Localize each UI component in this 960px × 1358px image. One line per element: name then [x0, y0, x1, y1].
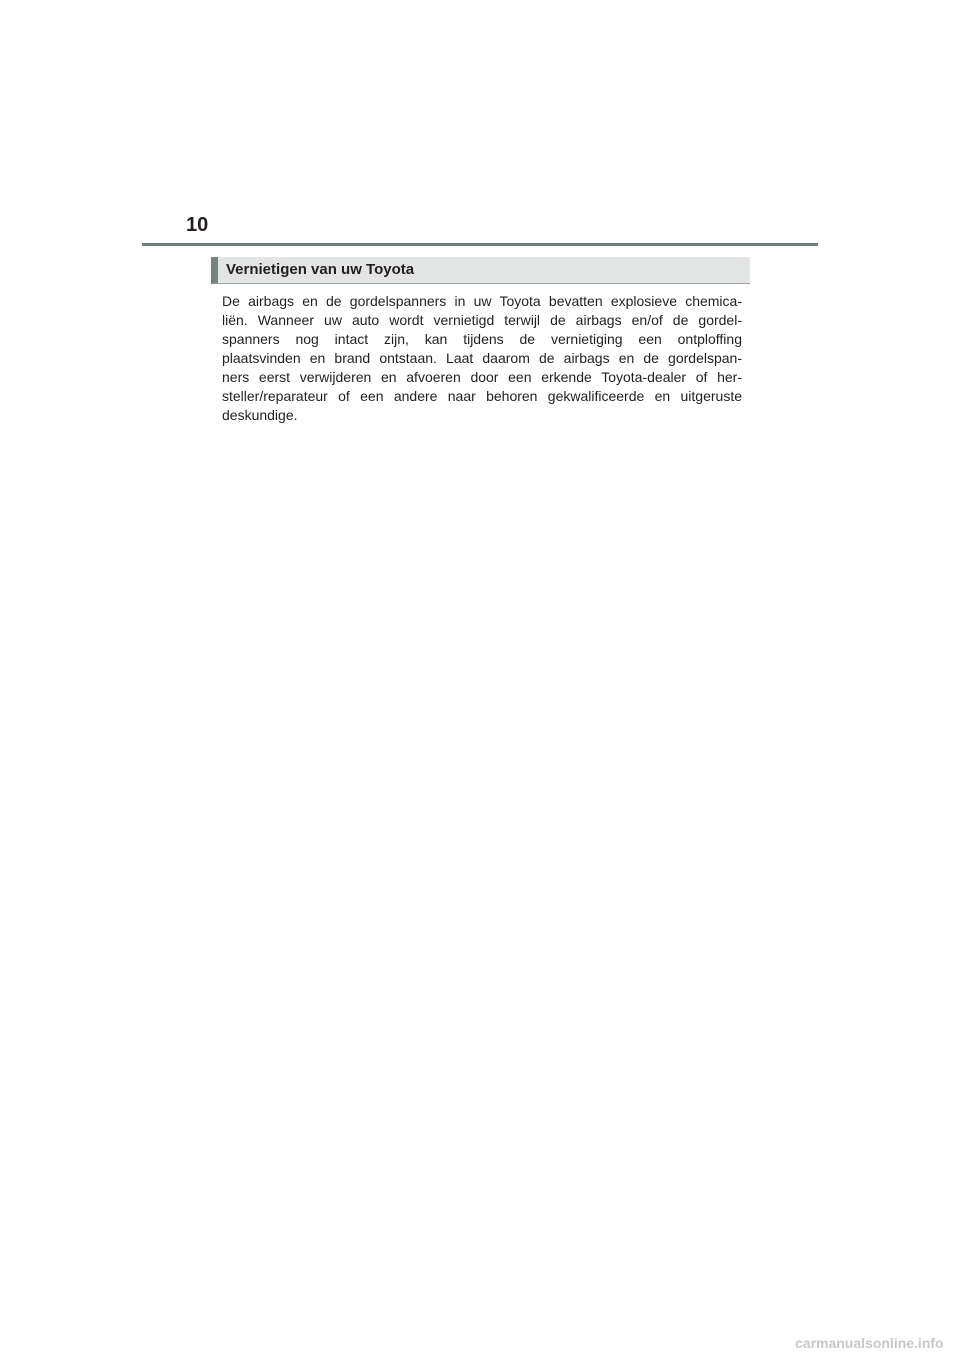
paragraph-line: spanners nog intact zijn, kan tijdens de vernietiging een ontploffing	[222, 331, 742, 347]
paragraph-line: ners eerst verwijderen en afvoeren door een erkende Toyota-dealer of her-	[222, 369, 742, 385]
header-divider	[142, 243, 818, 246]
section-heading-bar	[211, 257, 750, 284]
paragraph-line: deskundige.	[222, 407, 298, 423]
body-paragraph	[222, 292, 742, 425]
paragraph-line: plaatsvinden en brand ontstaan. Laat daarom de airbags en de gordelspan-	[222, 350, 742, 366]
watermark: carmanualsonline.info	[795, 1335, 944, 1351]
page-number: 10	[186, 214, 209, 236]
paragraph-line: liën. Wanneer uw auto wordt vernietigd terwijl de airbags en/of de gordel-	[222, 312, 742, 328]
paragraph-line: De airbags en de gordelspanners in uw Toyota bevatten explosieve chemica-	[222, 293, 742, 309]
paragraph-line: steller/reparateur of een andere naar behoren gekwalificeerde en uitgeruste	[222, 388, 742, 404]
section-heading: Vernietigen van uw Toyota	[226, 261, 415, 278]
